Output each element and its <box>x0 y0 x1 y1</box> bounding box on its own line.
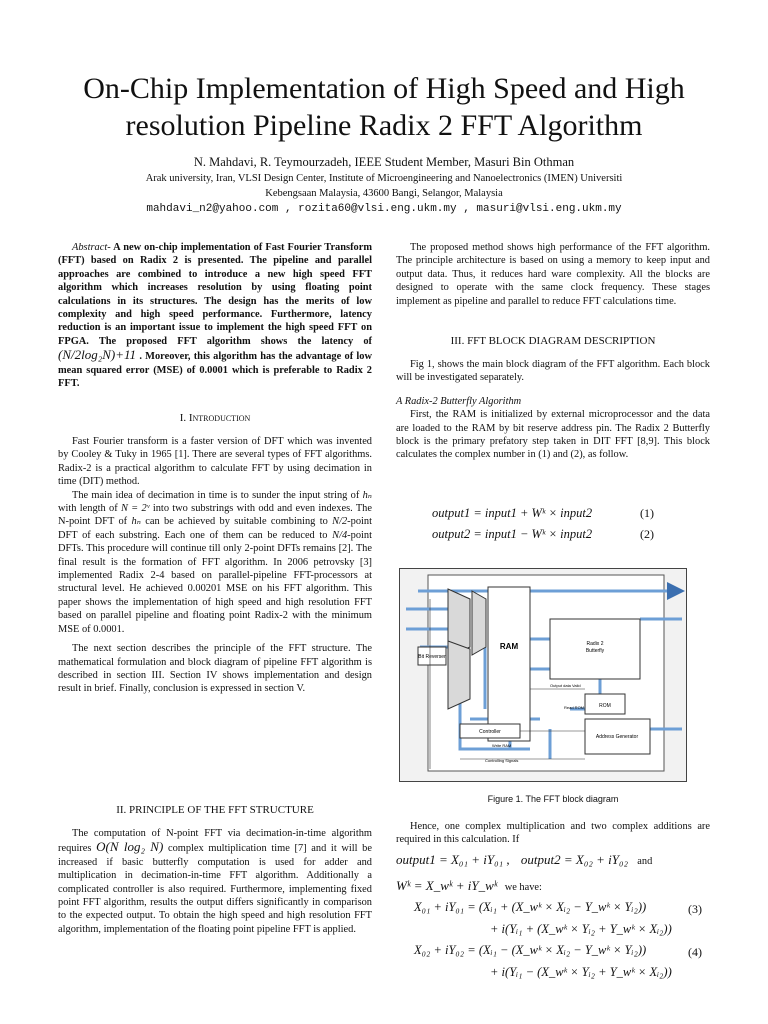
section-2-body <box>58 827 372 936</box>
address-generator-label: Address Generator <box>595 734 639 740</box>
abstract-label: Abstract- <box>72 242 111 253</box>
equation-2-number: (2) <box>640 527 654 541</box>
intro-section <box>58 435 372 696</box>
fft-block-diagram <box>399 568 687 782</box>
intro-paragraph-1: Fast Fourier transform is a faster version of DFT which was invented by Cooley & Tuky in 1965 [1]. There are several types of FFT algorithms. Radix-2 is a practical algorithm to calculate FFT by using decimation in time (DIT) method. <box>58 436 372 488</box>
output2-def: output2 = X₀₂ + iY₀₂ <box>520 852 629 867</box>
affiliation-line-1: Arak university, Iran, VLSI Design Center, Institute of Microengineering and Nanoelectronics (IMEN) Universiti <box>145 173 623 184</box>
output-valid-label: Output data Valid <box>550 683 581 688</box>
equation-1: output1 = input1 + Wᵏ × input2 <box>432 506 593 520</box>
after-figure-text <box>396 820 710 847</box>
block-diagram-svg <box>400 569 686 781</box>
section-2-heading: II. PRINCIPLE OF THE FFT STRUCTURE <box>116 804 314 816</box>
multiplexer-bottom <box>448 641 470 709</box>
subsection-a-heading: A Radix-2 Butterfly Algorithm <box>396 395 522 407</box>
write-ram-label: Write RAM <box>492 743 512 748</box>
section-3-body <box>396 358 710 462</box>
radix2-label-1: Radix 2 <box>586 641 604 647</box>
method-paragraph: The proposed method shows high performance of the FFT algorithm. The principle architecture is based on using a memory to keep input and output data. Thus, it reduces hard ware complexity. All the blocks are designed to operate with the same clock frequency. These stages implement as pipeline and parallel to reduce FFT calculations time. <box>396 242 710 307</box>
rom-label: ROM <box>599 703 611 709</box>
demux <box>472 591 486 655</box>
twiddle-def: Wᵏ = X_wᵏ + iY_wᵏ <box>396 878 498 893</box>
controlling-signals-label: Controlling Signals <box>485 758 519 763</box>
section-3-paragraph: Fig 1, shows the main block diagram of the FFT algorithm. Each block will be investigated separately. <box>396 359 710 384</box>
equation-3-number: (3) <box>688 902 702 916</box>
ram-label: RAM <box>499 642 519 651</box>
abstract-text-1: A new on-chip implementation of Fast Fourier Transform (FFT) based on Radix 2 is presented. The pipeline and parallel approaches are combined to introduce a new high speed FFT algorithm which increases resolution by using floating point calculations in its structures. The design has the merits of low complexity and high speed performance. Furthermore, latency reduction is an important issue to implement the high speed FFT on FPGA. The proposed FFT algorithm shows the latency of <box>58 242 372 347</box>
ram-block <box>488 587 530 741</box>
bit-reverser-label: Bit Reverser <box>418 654 446 660</box>
intro-paragraph-2: The main idea of decimation in time is to sunder the input string of hₙ with length of N = 2ᵛ into two substrings with odd and even indexes. The N-point DFT of hₙ can be achieved by suitable combining to N/2-point DFT of each substring. Each one of them can be reduced to N/4-point DFTs. This procedure will continue till only 2-point DFTs remains [2]. The final result is the formation of FFT algorithm. In 2006 petrovsky [3] implemented Radix 2-4 based on parallel-pipeline FFT-processors at structural level. He achieved 0.00201 MSE on his FFT algorithm. This paper shows the implementation of high speed and high resolution FFT based on parallel pipeline and floating point Radix-2 with the minimum MSE of 0.0001. <box>58 489 372 635</box>
radix2-label-2: Butterfly <box>585 648 605 654</box>
read-rom-label: Read ROM <box>564 705 585 710</box>
equation-3-line-2: + i(Yᵢ₁ + (X_wᵏ × Yᵢ₂ + Y_wᵏ × Xᵢ₂)) <box>490 922 672 936</box>
paper-title <box>30 70 738 144</box>
section-3-heading: III. FFT BLOCK DIAGRAM DESCRIPTION <box>450 335 656 347</box>
author-emails: mahdavi_n2@yahoo.com , rozita60@vlsi.eng.ukm.my , masuri@vlsi.eng.ukm.my <box>146 203 622 215</box>
intro-paragraph-3: The next section describes the principle of the FFT structure. The mathematical formulation and block diagram of pipeline FFT algorithm is described in section III. Section IV shows implementation and design result in brief. Finally, conclusion is expressed in section V. <box>58 643 372 695</box>
equation-4-line-1: X₀₂ + iY₀₂ = (Xᵢ₁ − (X_wᵏ × Xᵢ₂ − Y_wᵏ × Yᵢ₂)) <box>414 943 647 957</box>
equation-4-number: (4) <box>688 945 702 959</box>
title-line-1: On-Chip Implementation of High Speed and High <box>83 72 685 105</box>
right-intro <box>396 241 710 308</box>
figure-caption: Figure 1. The FFT block diagram <box>487 794 619 804</box>
equation-4-line-2: + i(Yᵢ₁ − (X_wᵏ × Yᵢ₂ + Y_wᵏ × Xᵢ₂)) <box>490 965 672 979</box>
affiliation <box>70 171 698 201</box>
affiliation-line-2: Kebengsaan Malaysia, 43600 Bangi, Selangor, Malaysia <box>265 188 503 199</box>
section-2-paragraph: The computation of N-point FFT via decimation-in-time algorithm requires O(N log₂ N) complex multiplication time [7] and it will be increased if basic butterfly computation is used for adder and multiplication in decimation-in-time FFT algorithm. Additionally a complicated controller is also required. Furthermore, implementing fixed point FFT algorithm, results the output differs significantly in comparison to the expected output. To obtain the high speed and high resolution FFT algorithm, implementation of the floating point pipeline FFT is applied. <box>58 828 372 935</box>
equation-2: output2 = input1 − Wᵏ × input2 <box>432 527 593 541</box>
equation-1-number: (1) <box>640 506 654 520</box>
twiddle-definition: Wᵏ = X_wᵏ + iY_wᵏ we have: <box>396 878 542 893</box>
intro-heading: I. Introduction <box>179 412 251 424</box>
latency-formula: (N/2log₂N)+11 <box>58 347 137 363</box>
abstract-text-2: . Moreover, this algorithm has the advantage of low mean squared error (MSE) of 0.0001 which is preferable to Radix 2 FFT. <box>58 351 372 390</box>
equation-3-line-1: X₀₁ + iY₀₁ = (Xᵢ₁ + (X_wᵏ × Xᵢ₂ − Y_wᵏ × Yᵢ₂)) <box>414 900 647 914</box>
output1-def: output1 = X₀₁ + iY₀₁ <box>396 852 504 867</box>
controller-label: Controller <box>479 729 501 735</box>
abstract <box>58 241 372 390</box>
output-definitions: output1 = X₀₁ + iY₀₁ , output2 = X₀₂ + iY₀₂ and <box>396 852 653 867</box>
subsection-a-paragraph: First, the RAM is initialized by external microprocessor and the data are loaded to the RAM by bit reserve address pin. The Radix 2 Butterfly block is the primary prefatory step taken in DIT FFT [8,9]. This block calculates the complex number in (1) and (2), as follow. <box>396 409 710 461</box>
after-figure-paragraph: Hence, one complex multiplication and two complex additions are required in this calculation. If <box>396 821 710 846</box>
title-line-2: resolution Pipeline Radix 2 FFT Algorithm <box>125 109 643 142</box>
authors: N. Mahdavi, R. Teymourzadeh, IEEE Student Member, Masuri Bin Othman <box>193 155 575 169</box>
